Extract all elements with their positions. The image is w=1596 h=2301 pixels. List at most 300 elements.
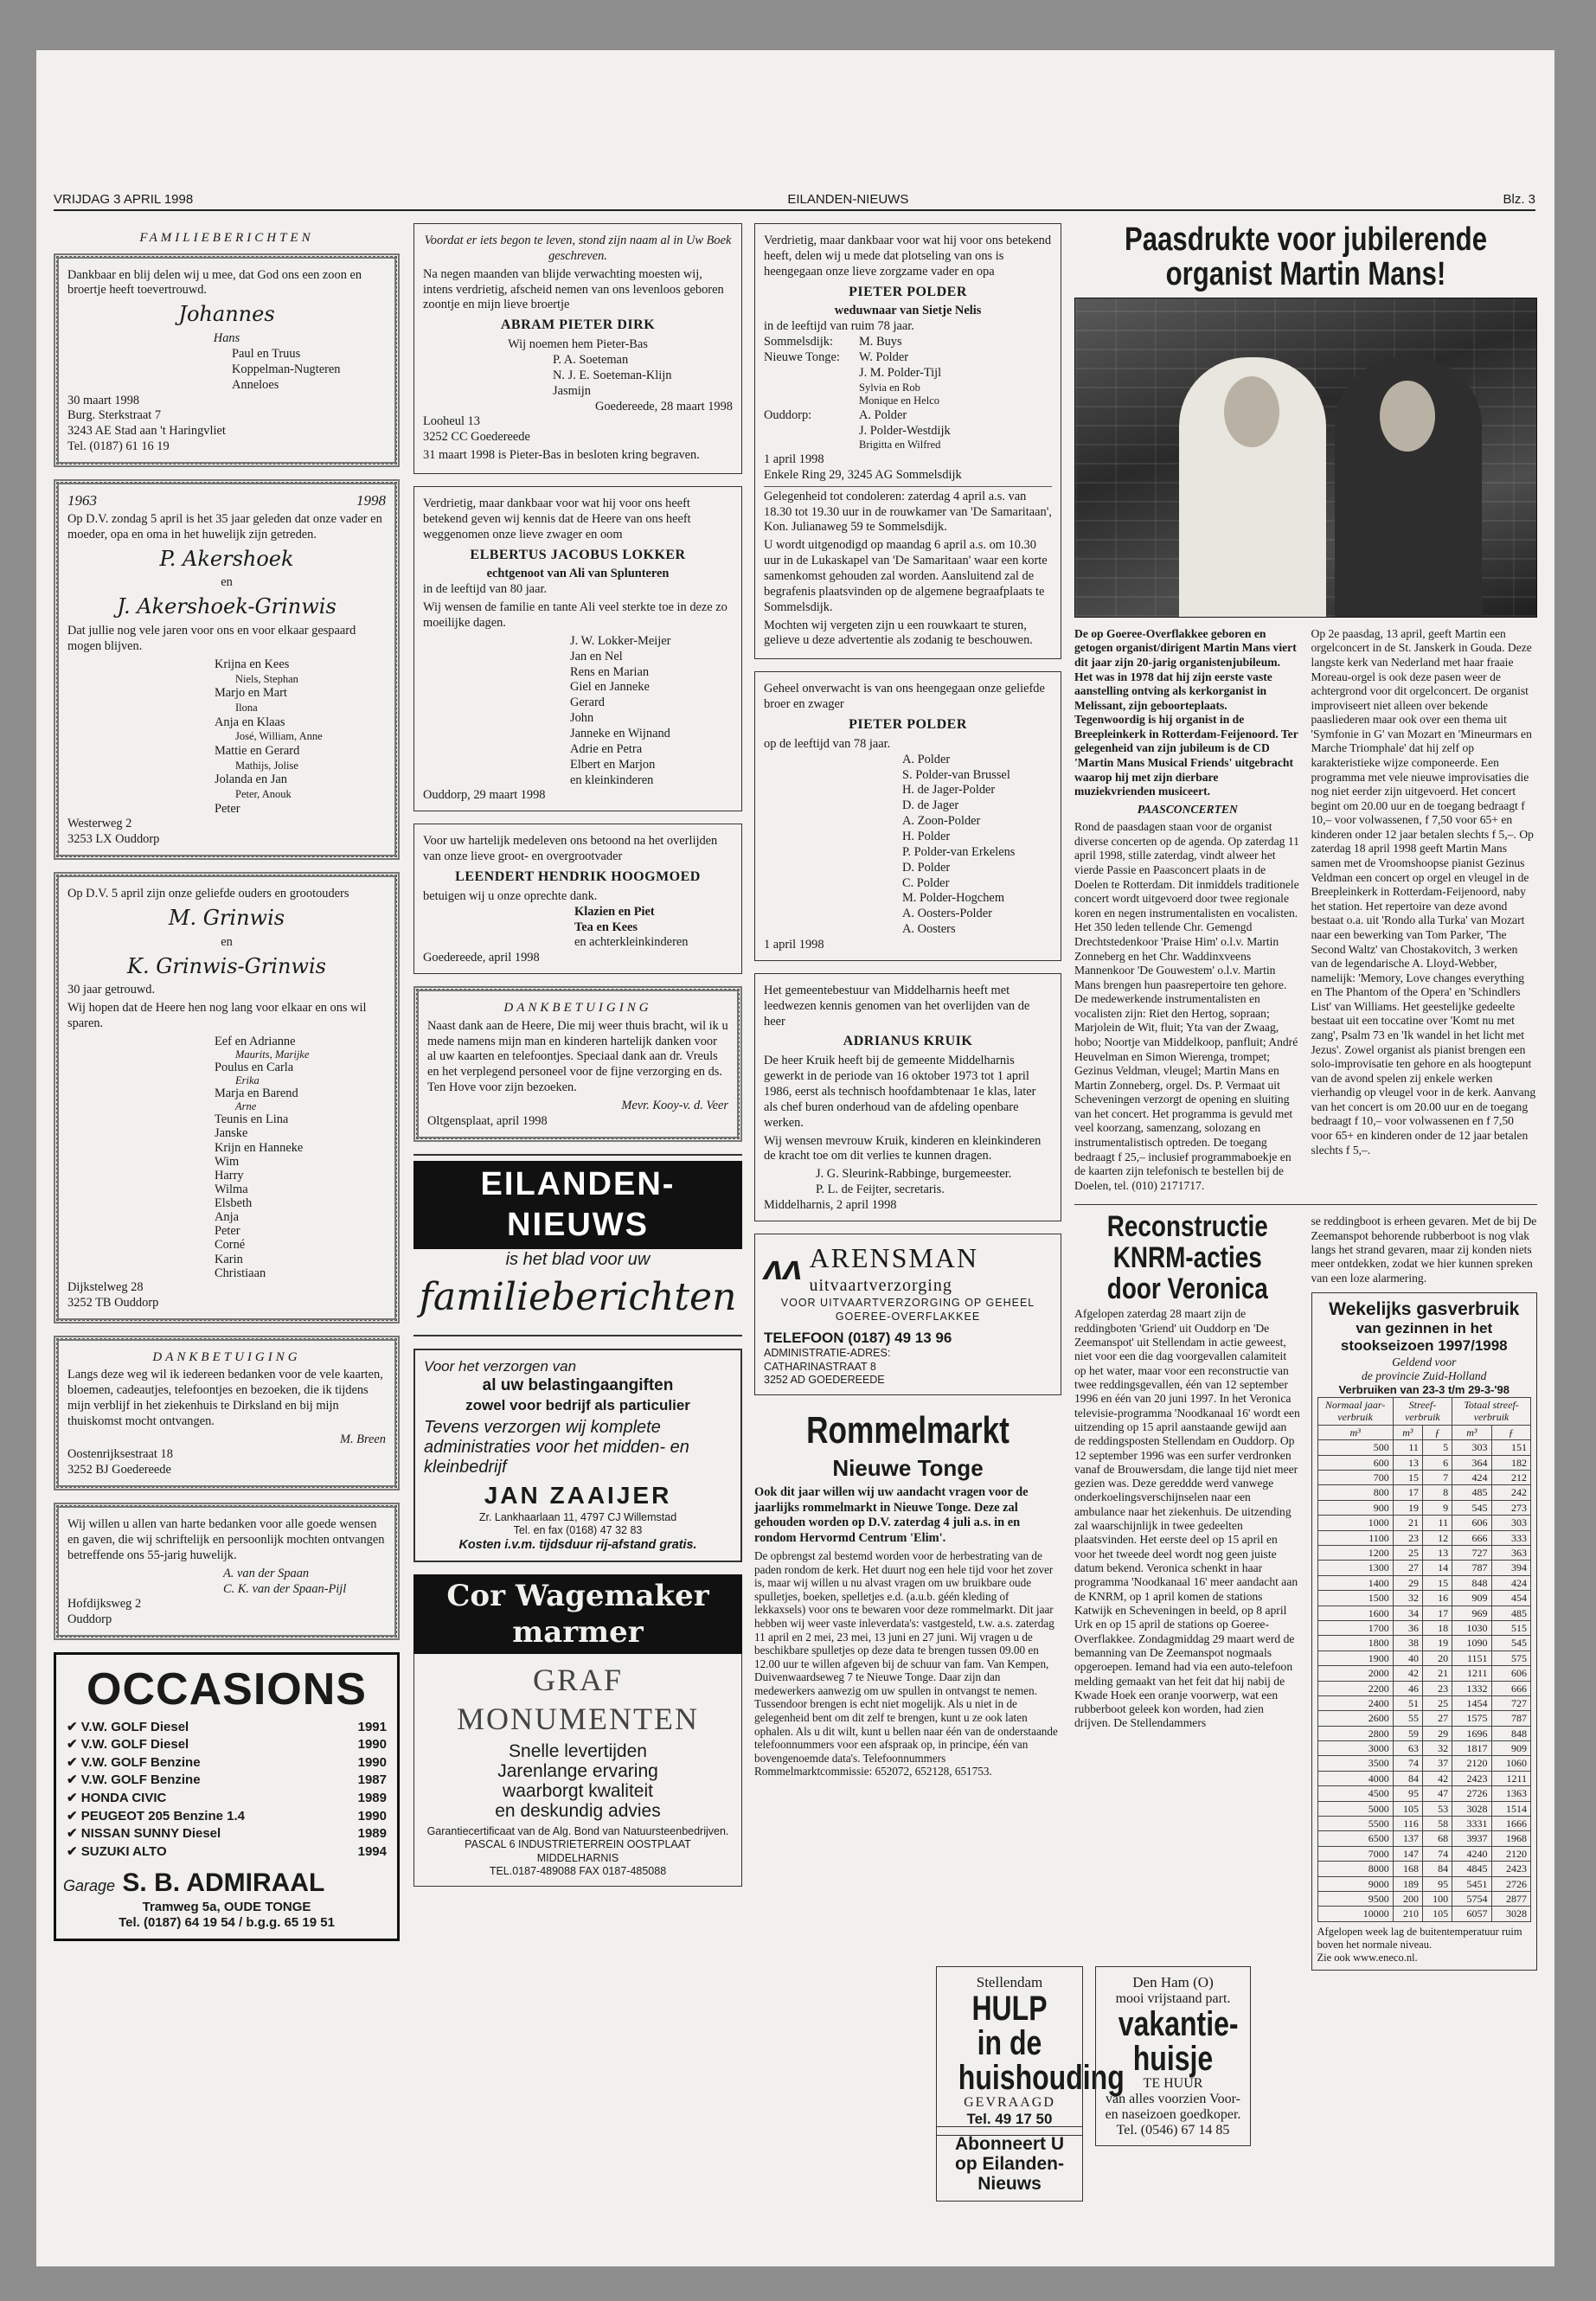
table-cell: 23 xyxy=(1393,1530,1422,1545)
ad-place: Den Ham (O) xyxy=(1132,1974,1214,1990)
address-line: 3252 TB Ouddorp xyxy=(67,1295,159,1310)
table-cell: 42 xyxy=(1393,1666,1422,1681)
table-cell: 303 xyxy=(1491,1516,1530,1530)
table-unit: ƒ xyxy=(1491,1425,1530,1439)
family: Teunis en Lina xyxy=(215,1112,289,1127)
table-row xyxy=(1317,1756,1531,1771)
year-end: 1998 xyxy=(356,491,386,509)
table-cell: 68 xyxy=(1422,1831,1452,1846)
anniversary-announcement xyxy=(54,479,400,860)
promo-script: familieberichten xyxy=(419,1274,737,1319)
table-cell: 95 xyxy=(1393,1786,1422,1801)
family: Krijna en Kees xyxy=(215,657,290,671)
table-cell: 4240 xyxy=(1452,1846,1491,1861)
table-cell: 1090 xyxy=(1452,1636,1491,1650)
table-cell: 182 xyxy=(1491,1455,1530,1470)
address-line: 3252 CC Goedereede xyxy=(423,430,530,445)
table-cell: 27 xyxy=(1393,1561,1422,1575)
text: Verdrietig, maar dankbaar voor wat hij voor ons heeft betekend geven wij kennis dat de Heere van ons heeft weggenomen onze lieve zwager en oom xyxy=(423,497,691,542)
table-cell: 168 xyxy=(1393,1862,1422,1876)
company-name: JAN ZAAIJER xyxy=(484,1482,672,1509)
table-cell: 116 xyxy=(1393,1817,1422,1831)
en: en xyxy=(221,575,233,590)
table-cell: 1060 xyxy=(1491,1756,1530,1771)
table-row xyxy=(1317,1606,1531,1620)
ad-tel: Tel. 49 17 50 xyxy=(966,2111,1053,2127)
table-cell: 95 xyxy=(1422,1876,1452,1891)
family: Krijn en Hanneke xyxy=(215,1140,304,1155)
family: Corné xyxy=(215,1238,246,1253)
table-row xyxy=(1317,1771,1531,1785)
family-place: Nieuwe Tonge: xyxy=(764,349,840,364)
family: Harry xyxy=(215,1168,244,1183)
address-line: Ouddorp xyxy=(67,1612,112,1627)
text: Wij hopen dat de Heere hen nog lang voor elkaar en ons wil sparen. xyxy=(67,1001,367,1031)
text: U wordt uitgenodigd op maandag 6 april a.s. om 10.30 uur in de Lukaskapel van 'De Samaritaan' waar een korte samenkomst gehouden zal worden. Aansluitend zal de begrafenis plaatsvinden op de algemene begraafplaats te Sommelsdijk. xyxy=(764,538,1048,614)
table-unit: m³ xyxy=(1393,1425,1422,1439)
family: en achterkleinkinderen xyxy=(574,935,689,950)
column-1 xyxy=(54,223,400,1941)
table-cell: 4845 xyxy=(1452,1862,1491,1876)
table-cell: 3500 xyxy=(1317,1756,1393,1771)
family: P. Polder-van Erkelens xyxy=(902,844,1016,859)
family: Marja en Barend xyxy=(215,1086,298,1101)
table-cell: 1332 xyxy=(1452,1681,1491,1695)
ad-line: Voor het verzorgen van xyxy=(424,1358,577,1375)
spouse: echtgenoot van Ali van Splunteren xyxy=(486,567,670,581)
table-cell: 909 xyxy=(1452,1591,1491,1606)
text: Langs deze weg wil ik iedereen bedanken voor de vele kaarten, bloemen, cadeautjes, telefoontjes en bezoeken, die ik tijdens mijn verblijf in het ziekenhuis te Dirksland en bij mijn thuiskomst mocht ontvangen. xyxy=(67,1368,383,1428)
table-cell: 11 xyxy=(1422,1516,1452,1530)
parent: Anneloes xyxy=(232,377,279,392)
table-cell: 10000 xyxy=(1317,1907,1393,1921)
table-cell: 1100 xyxy=(1317,1530,1393,1545)
family: Ilona xyxy=(235,702,258,715)
parent: Paul en Truus xyxy=(232,346,301,361)
table-cell: 666 xyxy=(1491,1681,1530,1695)
table-cell: 1575 xyxy=(1452,1711,1491,1726)
table-cell: 545 xyxy=(1491,1636,1530,1650)
table-cell: 12 xyxy=(1422,1530,1452,1545)
table-cell: 15 xyxy=(1393,1471,1422,1485)
table-cell: 1000 xyxy=(1317,1516,1393,1530)
table-cell: 5500 xyxy=(1317,1817,1393,1831)
family: Brigitta en Wilfred xyxy=(859,439,941,452)
table-cell: 900 xyxy=(1317,1500,1393,1515)
table-cell: 848 xyxy=(1491,1726,1530,1740)
thanks-kooy xyxy=(413,986,742,1142)
table-cell: 2400 xyxy=(1317,1695,1393,1710)
table-cell: 848 xyxy=(1452,1575,1491,1590)
article-body: Afgelopen zaterdag 28 maart zijn de reddingboten 'Griend' uit Ouddorp en 'De Zeemanspot' uit Stellendam in actie geweest, niet voor een die dag voorgevallen calamiteit op het water, maar voor een reconstructie van twee reddingsgevallen, één van 12 september 1996 en één van 20 juni 1997. In het Veronica televisie-programma 'Noodkanaal 16' wordt een uitzending op 15 april aanstaande gewijd aan de reddingsposten Stellendam en Ouddorp. Op 12 september 1996 was een surfer verdronken vanaf de Brouwersdam, die lange tijd niet meer gezien was. Deze gereddde werd vanwege onderkoelingsverschijnselen naar een ambulance naar het ziekenhuis. De uitzending zal waarschijnlijk in twee gedeelten plaatsvinden. Het eerste deel op 15 april en voor het tweede deel wordt nog geen juiste datum bekend. Veronica schenkt in haar programma 'Noodkanaal 16' meer aandacht aan de KNRM, op 1 april komen de stations Katwijk en Scheveningen in beeld, op 8 april Urk en op 15 april de stations op Goeree-Overflakkee. Zondagmiddag 29 maart werd de bemanning van De Zeemanspot nogmaals opgeroepen. Iemand had via een auto-telefoon melding gemaakt van het feit dat hij nabij de Kwade Hoek een oranje voorwerp, wat een rubberboot geleek kon worden, had zien drijven. De Stellendammers xyxy=(1074,1307,1300,1730)
table-row xyxy=(1317,1711,1531,1726)
family: Marjo en Mart xyxy=(215,686,287,701)
column-2 xyxy=(413,223,742,1899)
ad-line: marmer xyxy=(512,1614,644,1650)
text: Het gemeentebestuur van Middelharnis heeft met leedwezen kennis genomen van het overlijden van de heer xyxy=(764,983,1030,1029)
table-cell: 1500 xyxy=(1317,1591,1393,1606)
place-date: Ouddorp, 29 maart 1998 xyxy=(423,788,546,803)
text: De heer Kruik heeft bij de gemeente Middelharnis gewerkt in de periode van 16 oktober 1973 tot 1 april 1986, eerst als technisch hoofdambtenaar 1e klas, later als chef buren onderhoud van de afdeling openbare werken. xyxy=(764,1054,1036,1130)
gas-usage-table xyxy=(1317,1397,1532,1922)
family: Eef en Adrianne xyxy=(215,1034,296,1048)
address-line: 3243 AE Stad aan 't Haringvliet xyxy=(67,424,226,439)
family: A. Zoon-Polder xyxy=(902,814,981,829)
address-line: Hofdijksweg 2 xyxy=(67,1597,142,1612)
table-cell: 4500 xyxy=(1317,1786,1393,1801)
family: A. Oosters xyxy=(902,922,956,937)
text: Geheel onverwacht is van ons heengegaan onze geliefde broer en zwager xyxy=(764,682,1045,712)
table-cell: 1968 xyxy=(1491,1831,1530,1846)
table-cell: 3000 xyxy=(1317,1741,1393,1756)
slogan: Snelle levertijden xyxy=(509,1741,647,1762)
family: José, William, Anne xyxy=(235,730,323,743)
table-header: Normaal jaar-verbruik xyxy=(1317,1398,1393,1426)
column-3 xyxy=(754,223,1061,1781)
table-row xyxy=(1317,1817,1531,1831)
table-cell: 3937 xyxy=(1452,1831,1491,1846)
table-unit: ƒ xyxy=(1422,1425,1452,1439)
occasions-ad xyxy=(54,1652,400,1941)
title: DANKBETUIGING xyxy=(152,1349,301,1364)
article-subtitle: Nieuwe Tonge xyxy=(832,1455,984,1482)
table-cell: 1900 xyxy=(1317,1650,1393,1665)
table-cell: 1211 xyxy=(1452,1666,1491,1681)
name: ELBERTUS JACOBUS LOKKER xyxy=(470,547,686,562)
signature: M. Breen xyxy=(339,1432,386,1446)
table-cell: 2120 xyxy=(1452,1756,1491,1771)
vakantie-ad xyxy=(1095,1966,1251,2146)
eilanden-nieuws-promo xyxy=(413,1154,742,1337)
text: Gelegenheid tot condoleren: zaterdag 4 april a.s. van 18.30 tot 19.30 uur in de rouwkamer van 'De Samaritaan', Kon. Julianaweg 59 te Sommelsdijk. xyxy=(764,486,1052,536)
article-body: Op 2e paasdag, 13 april, geeft Martin een orgelconcert in de St. Janskerk in Gouda. Deze langste kerk van Nederland met haar fraaie Moreau-orgel is ook deze pasen weer de achtergrond voor dit orgelconcert. De organist improviseert niet alleen over bekende paasliederen maar ook over een thema uit 'Symfonie in G' van Mozart en 'Mineurmars en Marche Triomphale' dat hij zelf op karakteristieke wijze componeerde. Een programma met vele nieuwe improvisaties die nog niet eerder zijn uitgevoerd. Het concert begint om 20.00 uur en de toegang bedraagt f 10,– voor volwassenen, f 7,50 voor 65+ en kinderen onder 12 jaar betalen slechts f 5,–. Op zaterdag 18 april 1998 geeft Martin Mans samen met de Vroomshoopse pianist Gezinus Veldman een concert op orgel en vleugel in de Breepleinkerk in Rotterdam-Feijenoord, naby het station. Het repertoire van deze avond bestaat o.a. uit 'Rondo alla Turka' van Mozart naar een bewerking van Tom Parker, 'The Second Waltz' van Chostakovitch, 3 werken van de legendarische A. Lloyd-Webber, namelijk: 'Memory, Love changes everything en The Phantom of the Opera' en 'Schindlers List' van Williams. Het geestelijke gedeelte bestaat uit een toccatine over 'Komt nu met zang', Psalm 73 en 'Ik wandel in het licht met Jezus'. Zowel organist als pianist brengen een solo-improvisatie ten gehore en als hoogtepunt van de avond spelen zij enkele werken vierhandig op vleugel voor in de kerk. Aanvang van het concert is om 20.00 uur en de toegang bedraagt f 10,– voor volwassenen en f 7,50 voor 65+ en kinderen onder de 12 jaar betalen slechts f 5,–. xyxy=(1311,626,1536,1157)
table-row xyxy=(1317,1545,1531,1560)
table-cell: 303 xyxy=(1452,1440,1491,1455)
table-cell: 424 xyxy=(1491,1575,1530,1590)
table-cell: 5000 xyxy=(1317,1801,1393,1816)
table-row xyxy=(1317,1801,1531,1816)
company-name: ARENSMAN xyxy=(809,1241,979,1273)
table-row xyxy=(1317,1862,1531,1876)
table-cell: 100 xyxy=(1422,1891,1452,1906)
address: Zr. Lankhaarlaan 11, 4797 CJ Willemstad xyxy=(478,1510,677,1523)
address: TEL.0187-489088 FAX 0187-485088 xyxy=(489,1865,667,1878)
address-line: Tel. (0187) 61 16 19 xyxy=(67,439,170,454)
table-title: stookseizoen 1997/1998 xyxy=(1340,1337,1508,1355)
garage-name: Garage S. B. ADMIRAAL xyxy=(63,1868,325,1898)
table-cell: 29 xyxy=(1393,1575,1422,1590)
table-row xyxy=(1317,1741,1531,1756)
table-cell: 1211 xyxy=(1491,1771,1530,1785)
family: Monique en Helco xyxy=(859,394,940,407)
graf-ad xyxy=(413,1654,742,1887)
address-line: Looheul 13 xyxy=(423,414,480,429)
address: 3252 AD GOEDEREEDE xyxy=(764,1374,885,1387)
name: J. Akershoek-Grinwis xyxy=(117,594,337,619)
table-cell: 969 xyxy=(1452,1606,1491,1620)
table-cell: 6500 xyxy=(1317,1831,1393,1846)
family: Wilma xyxy=(215,1182,248,1196)
table-cell: 2726 xyxy=(1491,1876,1530,1891)
death-announcement-lokker xyxy=(413,486,742,811)
table-row xyxy=(1317,1500,1531,1515)
family: H. de Jager-Polder xyxy=(902,783,996,798)
table-cell: 200 xyxy=(1393,1891,1422,1906)
address: ADMINISTRATIE-ADRES: xyxy=(764,1347,891,1360)
family: D. Polder xyxy=(902,860,951,875)
date: 1 april 1998 xyxy=(764,937,824,952)
table-cell: 29 xyxy=(1422,1726,1452,1740)
garage-address: Tramweg 5a, OUDE TONGE xyxy=(142,1899,311,1914)
ad-text: Abonneert U op Eilanden-Nieuws xyxy=(955,2134,1064,2195)
running-head xyxy=(54,192,1535,211)
signature: P. L. de Feijter, secretaris. xyxy=(816,1183,945,1197)
table-header: Totaal streef-verbruik xyxy=(1452,1398,1531,1426)
table-row xyxy=(1317,1650,1531,1665)
table-row xyxy=(1317,1561,1531,1575)
table-cell: 84 xyxy=(1393,1771,1422,1785)
article-headline: Reconstructie KNRM-acties door Veronica xyxy=(1106,1210,1268,1305)
table-row xyxy=(1317,1876,1531,1891)
family: A. Oosters-Polder xyxy=(902,907,992,921)
name: PIETER POLDER xyxy=(849,284,967,299)
table-cell: 25 xyxy=(1393,1545,1422,1560)
family: en kleinkinderen xyxy=(570,772,654,787)
table-row xyxy=(1317,1681,1531,1695)
photo-organist xyxy=(1074,298,1537,618)
slogan: waarborgt kwaliteit xyxy=(503,1781,653,1802)
table-cell: 32 xyxy=(1422,1741,1452,1756)
table-cell: 25 xyxy=(1422,1695,1452,1710)
table-cell: 1800 xyxy=(1317,1636,1393,1650)
wagemaker-ad xyxy=(413,1574,742,1654)
table-row xyxy=(1317,1695,1531,1710)
table-row xyxy=(1317,1907,1531,1921)
address: Enkele Ring 29, 3245 AG Sommelsdijk xyxy=(764,467,962,482)
table-cell: 84 xyxy=(1422,1862,1452,1876)
family: S. Polder-van Brussel xyxy=(902,767,1010,782)
table-cell: 3028 xyxy=(1452,1801,1491,1816)
table-cell: 74 xyxy=(1422,1846,1452,1861)
table-cell: 55 xyxy=(1393,1711,1422,1726)
family: Klazien en Piet xyxy=(574,904,655,919)
family: C. Polder xyxy=(902,875,950,890)
table-cell: 454 xyxy=(1491,1591,1530,1606)
table-cell: 363 xyxy=(1491,1545,1530,1560)
table-cell: 364 xyxy=(1452,1455,1491,1470)
ad-title: GRAF xyxy=(532,1662,624,1697)
ad-title: HULP in de huishouding xyxy=(958,1990,1125,2097)
address-line: Burg. Sterkstraat 7 xyxy=(67,408,162,423)
tel: TELEFOON (0187) 49 13 96 xyxy=(764,1330,952,1347)
table-cell: 2800 xyxy=(1317,1726,1393,1740)
table-row xyxy=(1317,1516,1531,1530)
table-cell: 11 xyxy=(1393,1440,1422,1455)
table-cell: 727 xyxy=(1491,1695,1530,1710)
sub-heading: PAASCONCERTEN xyxy=(1137,802,1238,816)
article-body: De opbrengst zal bestemd worden voor de herbestrating van de paden rondom de kerk. Het duurt nog een hele tijd voor het zover is, maar wij willen u nu alvast vragen om uw bruikbare oude spulletjes, boeken, spelletjes e.d. (a.u.b. géén kleding of lekkaxsels) voor ons te bewaren voor deze rommelmarkt. Dit jaar hebben wij weer vaste inleverdata's: vastgesteld, t.w. a.s. zaterdag 11 april en 2 mei, 23 mei, 13 juni en 27 juni. Wij vragen u de beschikbare spulletjes op deze data te brengen tussen 09.00 en 12.00 uur te willen afgeven bij de schuur van fam. Van Kempen, Duivenwaardseweg 7 te Nieuwe Tonge. Daar zijn dan medewerkers aanwezig om uw spullen in ontvangst te nemen. Tussendoor brengen is echt niet mogelijk. Als u niet in de gelegenheid bent om dit zelf te brengen, kunt u ze ook laten ophalen. Als u dit wilt, kunt u bellen naar één van de onderstaande telefoonnummers voor een afspraak op, in principe, één van bovengenoemde data's. Telefoonnummers Rommelmarktcommissie: 652072, 652128, 651753. xyxy=(754,1549,1058,1779)
article-headline: Paasdrukte voor jubilerende organist Martin Mans! xyxy=(1124,221,1488,292)
table-cell: 666 xyxy=(1452,1530,1491,1545)
table-row xyxy=(1317,1455,1531,1470)
table-row xyxy=(1317,1726,1531,1740)
child-name: Johannes xyxy=(178,302,275,327)
family: J. M. Polder-Tijl xyxy=(859,365,942,380)
table-note: Afgelopen week lag de buitentemperatuur ruim boven het normale niveau. xyxy=(1317,1925,1522,1951)
address-line: 3253 LX Ouddorp xyxy=(67,832,160,847)
zaaijer-ad xyxy=(413,1349,742,1561)
table-cell: 2726 xyxy=(1452,1786,1491,1801)
table-cell: 2200 xyxy=(1317,1681,1393,1695)
ad-sub: mooi vrijstaand part. xyxy=(1115,1991,1231,2006)
family: Peter xyxy=(215,801,240,816)
text: Dankbaar en blij delen wij u mee, dat God ons een zoon en broertje heeft toevertrouwd. xyxy=(67,267,362,298)
promo-sub: is het blad voor uw xyxy=(505,1249,651,1269)
guarantee: Garantiecertificaat van de Alg. Bond van Natuursteenbedrijven. xyxy=(426,1824,729,1837)
text: Wij wensen de familie en tante Ali veel sterkte toe in deze zo moeilijke dagen. xyxy=(423,600,727,630)
table-cell: 273 xyxy=(1491,1500,1530,1515)
name: P. Akershoek xyxy=(159,546,294,571)
table-cell: 13 xyxy=(1393,1455,1422,1470)
column-4 xyxy=(1074,223,1537,1983)
family: Jolanda en Jan xyxy=(215,772,287,787)
table-title: Wekelijks gasverbruik xyxy=(1329,1298,1520,1319)
family: Poulus en Carla xyxy=(215,1061,294,1075)
family-place: Sommelsdijk: xyxy=(764,335,833,349)
table-cell: 575 xyxy=(1491,1650,1530,1665)
table-cell: 2000 xyxy=(1317,1666,1393,1681)
slogan: en deskundig advies xyxy=(495,1801,661,1822)
place-date: Middelharnis, 2 april 1998 xyxy=(764,1197,897,1212)
newspaper-page xyxy=(36,50,1554,2266)
ad-title: vakantie-huisje xyxy=(1118,2005,1239,2078)
table-row xyxy=(1317,1530,1531,1545)
parent: Koppelman-Nugteren xyxy=(232,362,341,376)
place-date: Oltgensplaat, april 1998 xyxy=(427,1113,548,1128)
table-cell: 58 xyxy=(1422,1817,1452,1831)
table-cell: 105 xyxy=(1422,1907,1452,1921)
table-cell: 3028 xyxy=(1491,1907,1530,1921)
family: Janneke en Wijnand xyxy=(570,727,670,740)
family: Wim xyxy=(215,1154,240,1169)
arensman-ad xyxy=(754,1234,1061,1395)
table-cell: 1454 xyxy=(1452,1695,1491,1710)
sub: Wij noemen hem Pieter-Bas xyxy=(508,337,648,352)
table-cell: 1666 xyxy=(1491,1817,1530,1831)
ad-line: zowel voor bedrijf als particulier xyxy=(465,1396,690,1413)
table-cell: 5 xyxy=(1422,1440,1452,1455)
family: Peter xyxy=(215,1224,240,1239)
family: M. Polder-Hogchem xyxy=(902,891,1005,906)
family: A. Polder xyxy=(859,407,907,422)
car-row: ✔ V.W. GOLF Benzine 1990 xyxy=(67,1754,387,1770)
table-row xyxy=(1317,1636,1531,1650)
arensman-logo-icon: ʌʌ xyxy=(764,1249,803,1288)
table-cell: 189 xyxy=(1393,1876,1422,1891)
table-cell: 787 xyxy=(1452,1561,1491,1575)
table-cell: 17 xyxy=(1422,1606,1452,1620)
place-date: Goedereede, april 1998 xyxy=(423,951,540,965)
family: Janske xyxy=(215,1126,248,1141)
table-unit: m³ xyxy=(1317,1425,1393,1439)
table-cell: 210 xyxy=(1393,1907,1422,1921)
family: Arne xyxy=(235,1100,257,1113)
table-cell: 333 xyxy=(1491,1530,1530,1545)
name: PIETER POLDER xyxy=(849,716,967,732)
car-row: ✔ NISSAN SUNNY Diesel 1989 xyxy=(67,1826,387,1842)
family: Peter, Anouk xyxy=(235,788,292,801)
table-cell: 8000 xyxy=(1317,1862,1393,1876)
table-sub: de provincie Zuid-Holland xyxy=(1362,1369,1487,1383)
table-cell: 606 xyxy=(1452,1516,1491,1530)
table-header: Streef-verbruik xyxy=(1393,1398,1452,1426)
family: Christiaan xyxy=(215,1266,266,1280)
ad-line: Cor Wagemaker xyxy=(446,1578,709,1613)
thanks-hoogmoed xyxy=(413,824,742,974)
header-page: Blz. 3 xyxy=(1503,192,1535,207)
address-line: 3252 BJ Goedereede xyxy=(67,1463,171,1477)
address-line: Oostenrijksestraat 18 xyxy=(67,1447,173,1462)
table-cell: 1363 xyxy=(1491,1786,1530,1801)
table-unit: m³ xyxy=(1452,1425,1491,1439)
table-cell: 53 xyxy=(1422,1801,1452,1816)
table-cell: 19 xyxy=(1393,1500,1422,1515)
table-row xyxy=(1317,1846,1531,1861)
table-cell: 909 xyxy=(1491,1741,1530,1756)
text: Op D.V. zondag 5 april is het 35 jaar geleden dat onze vader en moeder, opa en oma in het huwelijk zijn getreden. xyxy=(67,512,382,542)
table-cell: 2423 xyxy=(1452,1771,1491,1785)
table-cell: 1817 xyxy=(1452,1741,1491,1756)
table-cell: 9500 xyxy=(1317,1891,1393,1906)
family: Sylvia en Rob xyxy=(859,381,920,394)
name: ABRAM PIETER DIRK xyxy=(500,317,656,333)
table-cell: 14 xyxy=(1422,1561,1452,1575)
table-cell: 500 xyxy=(1317,1440,1393,1455)
family: Elsbeth xyxy=(215,1196,253,1211)
table-cell: 212 xyxy=(1491,1471,1530,1485)
header-paper: EILANDEN-NIEUWS xyxy=(787,192,909,207)
table-cell: 34 xyxy=(1393,1606,1422,1620)
address-line: Westerweg 2 xyxy=(67,817,132,831)
family: W. Polder xyxy=(859,349,909,364)
car-row: ✔ V.W. GOLF Benzine 1987 xyxy=(67,1772,387,1788)
table-cell: 37 xyxy=(1422,1756,1452,1771)
table-cell: 59 xyxy=(1393,1726,1422,1740)
family: Karin xyxy=(215,1252,243,1266)
text: Wij willen u allen van harte bedanken voor alle goede wensen en gaven, die wij schriftelijk en persoonlijk mochten ontvangen betreffende ons 55-jarig huwelijk. xyxy=(67,1517,385,1562)
header-date: VRIJDAG 3 APRIL 1998 xyxy=(54,192,194,207)
table-title: van gezinnen in het xyxy=(1356,1320,1493,1337)
table-cell: 1030 xyxy=(1452,1620,1491,1635)
name: ADRIANUS KRUIK xyxy=(843,1034,973,1049)
table-cell: 1151 xyxy=(1452,1650,1491,1665)
table-cell: 5451 xyxy=(1452,1876,1491,1891)
family: D. de Jager xyxy=(902,798,959,813)
text: Op D.V. 5 april zijn onze geliefde ouders en grootouders xyxy=(67,887,349,901)
table-cell: 20 xyxy=(1422,1650,1452,1665)
table-cell: 787 xyxy=(1491,1711,1530,1726)
table-cell: 2600 xyxy=(1317,1711,1393,1726)
family: Mattie en Gerard xyxy=(215,743,300,758)
text: Na negen maanden van blijde verwachting moesten wij, intens verdrietig, afscheid nemen van ons levenloos geboren zoontje en mijn lieve broertje xyxy=(423,266,724,312)
abonneer-ad xyxy=(936,2126,1083,2202)
anniversary-announcement-2 xyxy=(54,872,400,1323)
section-title: FAMILIEBERICHTEN xyxy=(139,231,314,245)
table-cell: 51 xyxy=(1393,1695,1422,1710)
family: Erika xyxy=(235,1074,260,1087)
table-cell: 74 xyxy=(1393,1756,1422,1771)
table-cell: 2877 xyxy=(1491,1891,1530,1906)
